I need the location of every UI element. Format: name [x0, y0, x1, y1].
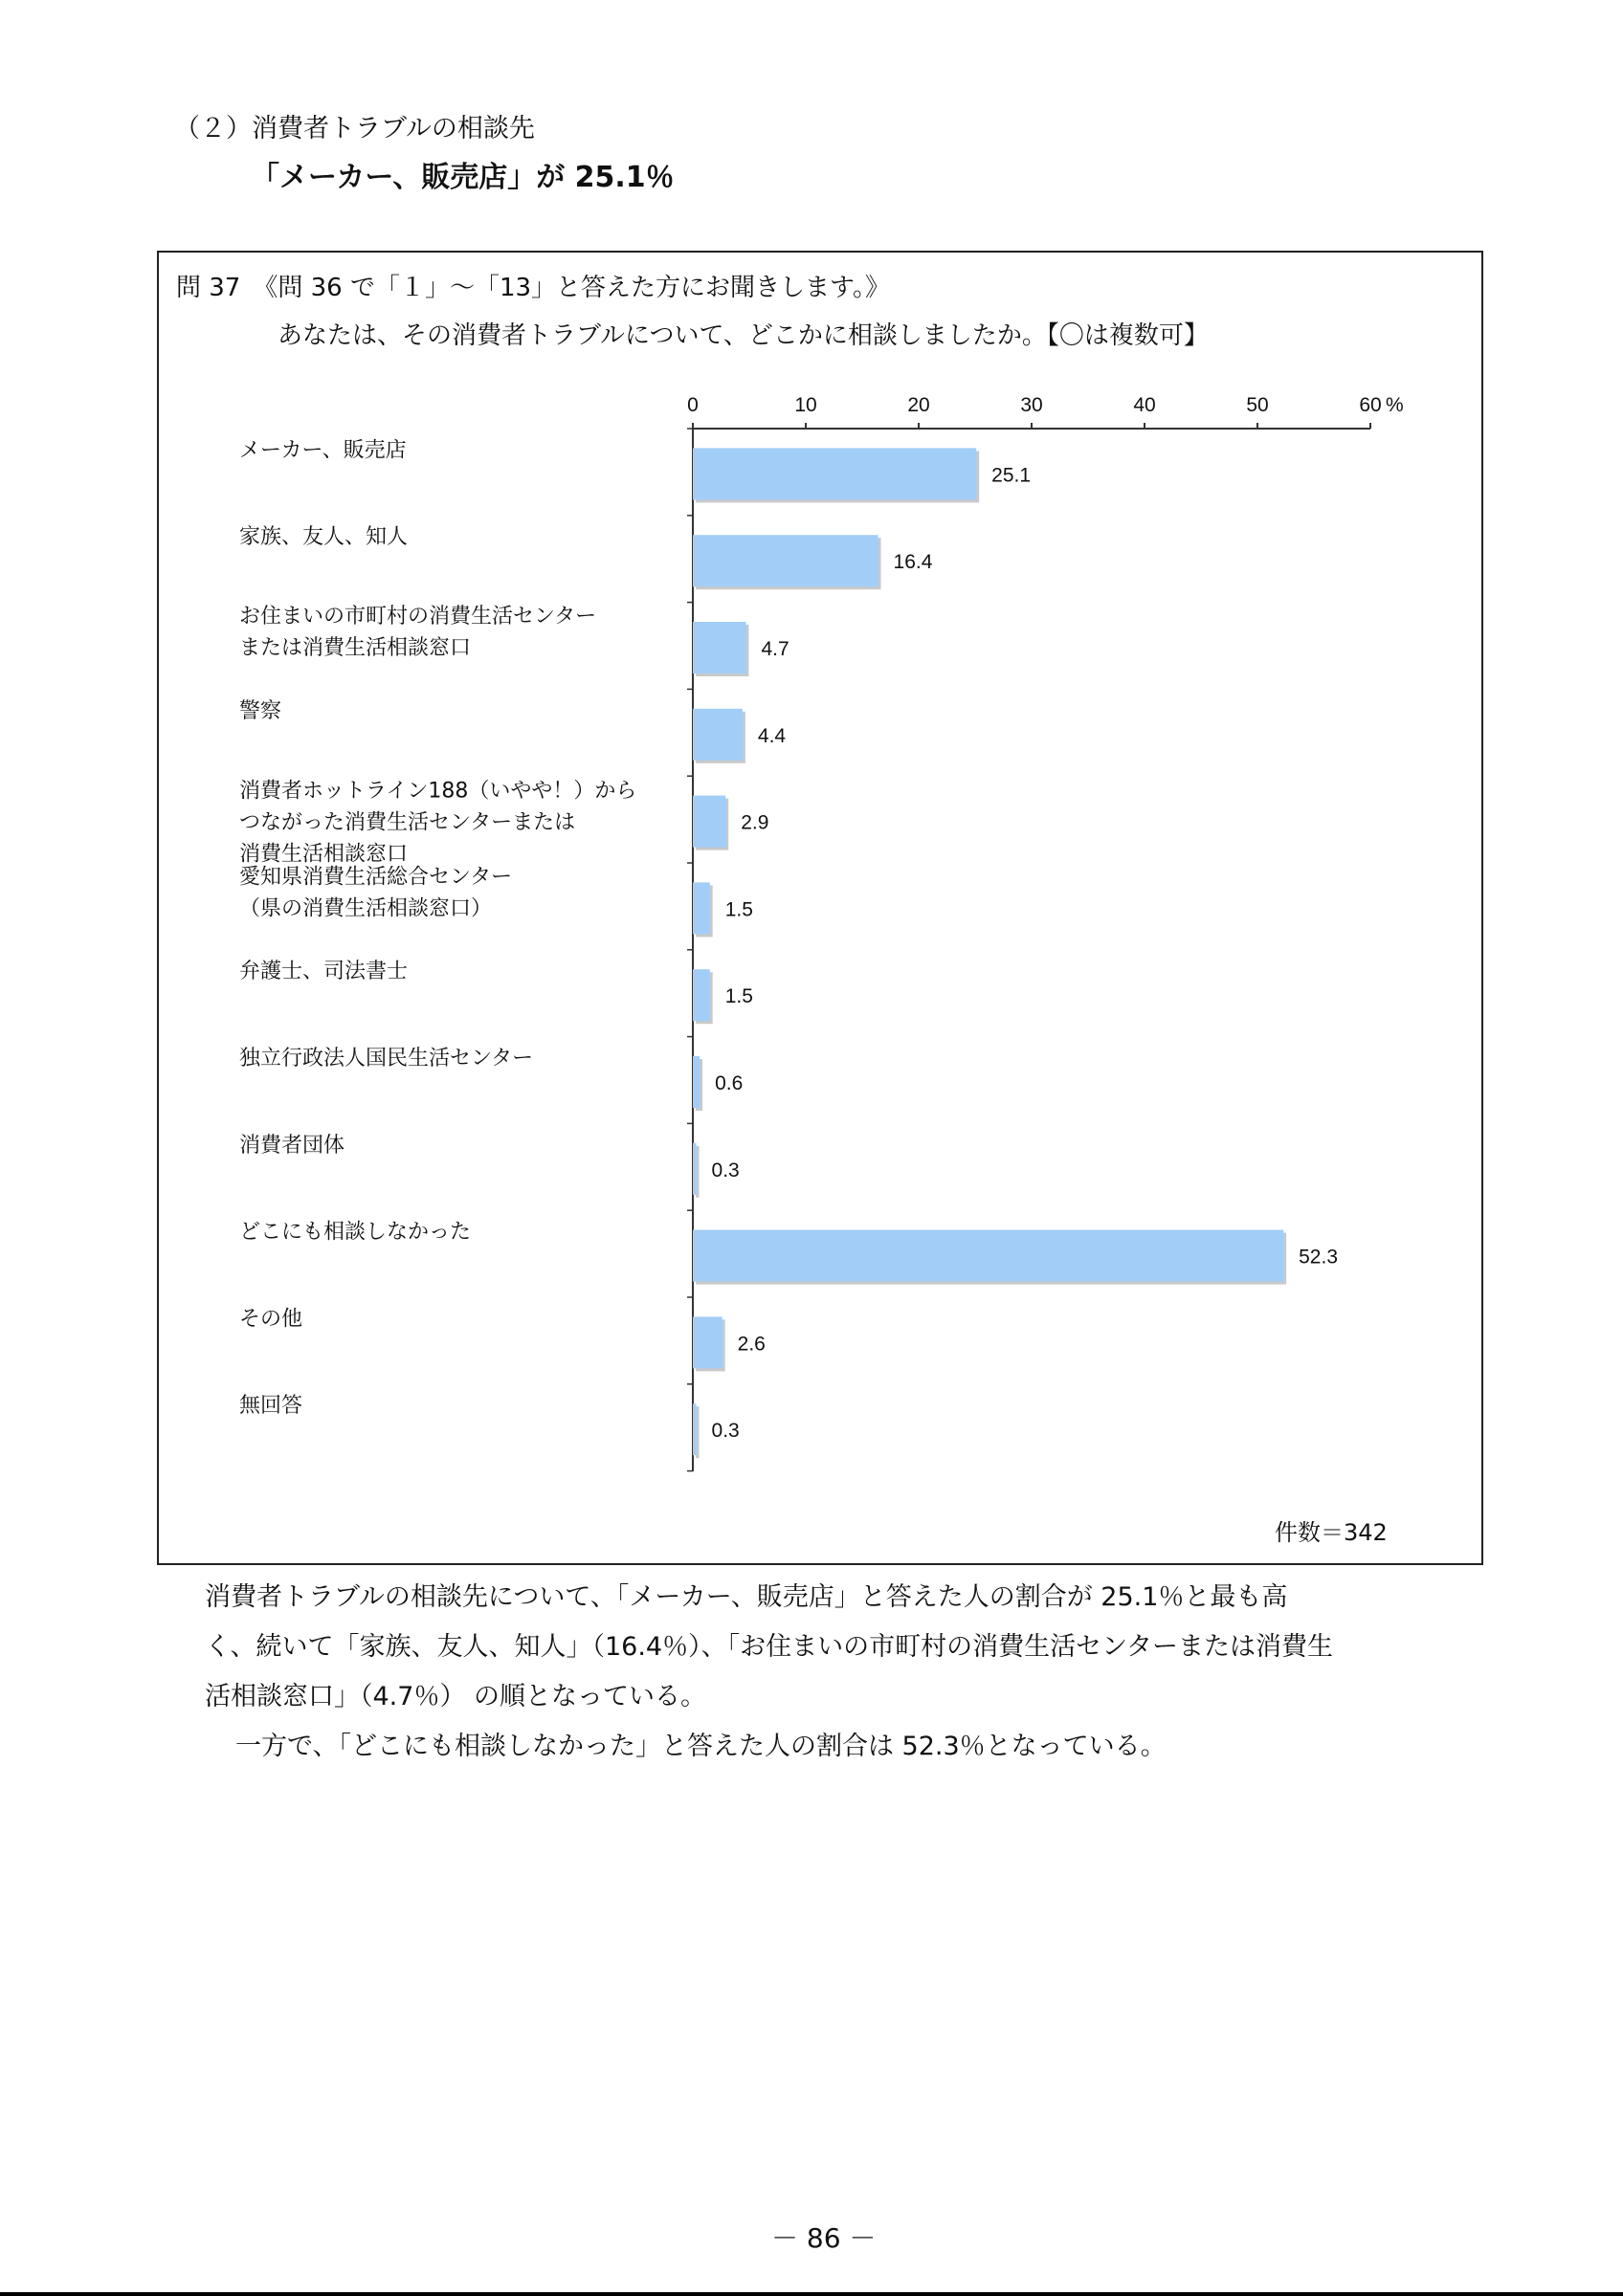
bar: [693, 709, 743, 761]
bar: [693, 535, 878, 586]
x-tick-label: 10: [794, 394, 817, 416]
bar: [693, 1403, 697, 1455]
x-tick-label: 40: [1133, 394, 1156, 416]
page-number: － 86 －: [771, 2222, 877, 2254]
category-label: 消費者団体: [239, 1133, 345, 1158]
data-label: 0.3: [711, 1420, 740, 1443]
data-label: 0.6: [715, 1072, 744, 1094]
category-label: 愛知県消費生活総合センター: [239, 865, 513, 890]
category-label: または消費生活相談窓口: [239, 636, 472, 660]
category-label: つながった消費生活センターまたは: [239, 810, 576, 835]
question-line-1: 問 37 《問 36 で「１」～「13」と答えた方にお聞きします。》: [176, 274, 890, 302]
category-label: 独立行政法人国民生活センター: [239, 1047, 534, 1071]
category-label: 無回答: [239, 1394, 303, 1419]
data-label: 4.7: [761, 638, 789, 660]
page-bottom-rule: [0, 2292, 1623, 2296]
category-label: 消費者ホットライン188（いやや！）から: [239, 779, 637, 804]
category-label: お住まいの市町村の消費生活センター: [239, 605, 597, 629]
category-label: メーカー、販売店: [239, 438, 407, 463]
category-label: 警察: [239, 698, 282, 723]
x-tick-label: 60: [1359, 394, 1382, 416]
data-label: 52.3: [1299, 1246, 1339, 1269]
category-label: 弁護士、司法書士: [239, 960, 409, 984]
question-line-2: あなたは、その消費者トラブルについて、どこかに相談しましたか。【〇は複数可】: [278, 321, 1209, 350]
data-label: 0.3: [711, 1159, 740, 1181]
category-label: （県の消費生活相談窓口）: [239, 896, 493, 921]
bar: [693, 448, 976, 499]
data-label: 2.6: [737, 1333, 766, 1356]
bar: [693, 969, 710, 1021]
data-label: 25.1: [991, 464, 1032, 487]
category-label: 消費生活相談窓口: [239, 842, 409, 867]
summary-line-3: 活相談窓口」（4.7％） の順となっている。: [205, 1682, 707, 1711]
data-label: 1.5: [724, 985, 753, 1008]
bar: [693, 796, 725, 848]
x-tick-label: 20: [907, 394, 930, 416]
summary-line-4: 一方で、「どこにも相談しなかった」と答えた人の割合は 52.3％となっている。: [235, 1732, 1167, 1761]
bar: [693, 1230, 1283, 1282]
data-label: 2.9: [741, 811, 769, 834]
x-tick-label: 0: [687, 394, 699, 416]
category-label: その他: [239, 1307, 303, 1332]
category-label: どこにも相談しなかった: [239, 1220, 472, 1245]
data-label: 16.4: [893, 551, 933, 574]
data-label: 1.5: [724, 898, 753, 921]
data-label: 4.4: [757, 724, 787, 747]
summary-line-1: 消費者トラブルの相談先について、「メーカー、販売店」と答えた人の割合が 25.1％と最も高: [205, 1582, 1288, 1612]
section-heading: （２）消費者トラブルの相談先: [174, 114, 535, 144]
headline: 「メーカー、販売店」が 25.1％: [251, 161, 675, 194]
x-axis-unit: %: [1386, 394, 1404, 416]
x-tick-label: 50: [1246, 394, 1269, 416]
x-tick-label: 30: [1020, 394, 1043, 416]
bar: [693, 1056, 700, 1108]
bar: [693, 882, 710, 934]
sample-size: 件数＝342: [1275, 1519, 1388, 1546]
bar: [693, 1316, 723, 1368]
bar: [693, 622, 745, 673]
category-label: 家族、友人、知人: [239, 525, 409, 550]
summary-line-2: く、続いて「家族、友人、知人」（16.4％）、「お住まいの市町村の消費生活センターまたは消費生: [205, 1632, 1333, 1662]
bar: [693, 1143, 697, 1195]
